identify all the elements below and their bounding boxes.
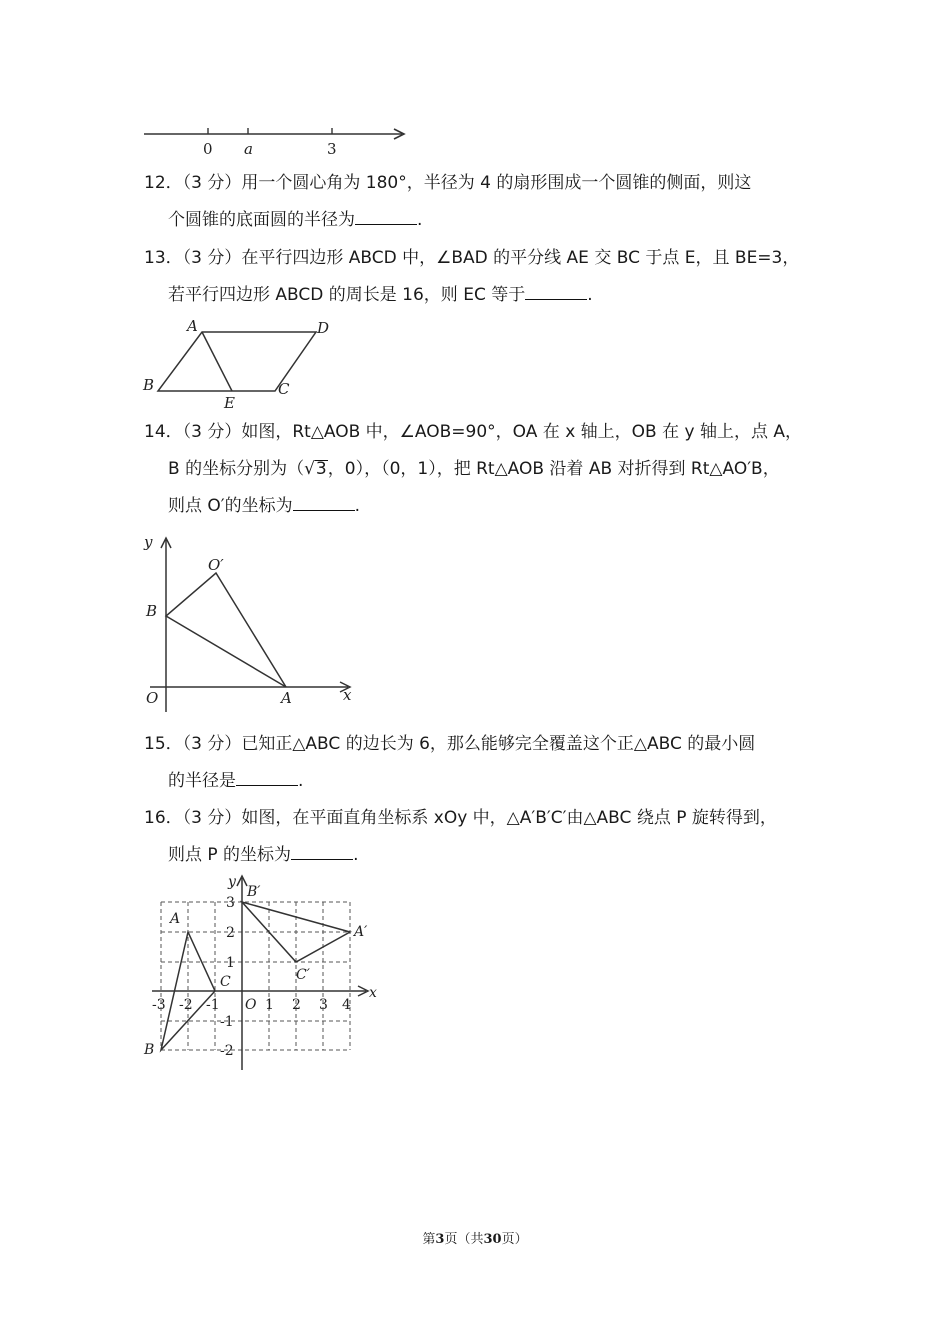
number-line-tick-a: a [244,140,253,158]
q16-ytick-2: 2 [226,925,235,941]
question-16 [144,800,814,874]
q12-end: . [417,210,423,230]
q15-answer-blank[interactable] [236,769,298,786]
q16-xtick--2: -2 [179,997,193,1013]
q12-line2: 个圆锥的底面圆的半径为 [168,210,355,230]
q13-label-B: B [143,376,155,394]
q14-end: . [354,496,361,516]
q12-line1: 12．（3 分）用一个圆心角为 180°，半径为 4 的扇形围成一个圆锥的侧面，则这 [144,173,752,193]
q16-label-Cprime: C′ [296,967,310,983]
q16-xtick--1: -1 [206,997,220,1013]
q16-xtick-3: 3 [319,997,328,1013]
q15-line2: 的半径是 [168,771,236,791]
q16-label-B: B [144,1042,155,1058]
q16-end: . [353,845,359,865]
q13-label-E: E [224,394,235,412]
number-line-figure [140,120,420,160]
q13-line1: 13．（3 分）在平行四边形 ABCD 中，∠BAD 的平分线 AE 交 BC 于点 E，且 BE=3， [144,248,800,268]
q16-label-Bprime: B′ [247,884,261,900]
number-line-tick-3: 3 [327,140,337,158]
question-15 [144,726,814,800]
q16-ytick-3: 3 [226,895,235,911]
q14-line3: 则点 O′的坐标为 [168,496,293,516]
q14-label-A: A [281,689,292,707]
q16-line2: 则点 P 的坐标为 [168,845,292,865]
q16-xtick--3: -3 [152,997,166,1013]
q16-answer-blank[interactable] [291,843,353,860]
question-12 [144,165,814,239]
question-14: 14．（3 分）如图，Rt△AOB 中，∠AOB=90°，OA 在 x 轴上，OB 在 y 轴上，点 A， B 的坐标分别为（√3，0），（0，1），把 Rt△AOB 沿着 AB 对折得到 Rt△AO′B， 则点 O′的坐标为 . [144,414,814,525]
footer-post: 页） [501,1232,528,1247]
q14-label-x: x [343,686,352,704]
q14-sqrt: 3 [315,459,327,479]
q15-end: . [298,771,304,791]
q14-line2-a: B 的坐标分别为（ [168,459,305,479]
q12-answer-blank[interactable] [355,208,417,225]
number-line-tick-0: 0 [203,140,213,158]
q14-line1: 14．（3 分）如图，Rt△AOB 中，∠AOB=90°，OA 在 x 轴上，OB 在 y 轴上，点 A， [144,422,803,442]
footer-page-number: 3 [435,1232,445,1247]
q14-label-B: B [146,602,158,620]
footer-total-pages: 30 [483,1232,502,1247]
q16-ytick--1: -1 [220,1014,234,1030]
q15-line1: 15．（3 分）已知正△ABC 的边长为 6，那么能够完全覆盖这个正△ABC 的最小圆 [144,734,756,754]
q13-label-C: C [278,380,290,398]
q13-end: . [587,285,593,305]
q16-xtick-1: 1 [265,997,274,1013]
q16-label-O: O [245,997,257,1013]
q16-xtick-2: 2 [292,997,301,1013]
q14-label-O: O [146,689,159,707]
q13-answer-blank[interactable] [525,283,587,300]
q14-answer-blank[interactable] [293,494,355,511]
q16-label-A: A [170,911,181,927]
q16-label-y: y [228,874,236,890]
page-footer [0,1228,950,1247]
q16-line1: 16．（3 分）如图，在平面直角坐标系 xOy 中，△A′B′C′由△ABC 绕点 P 旋转得到， [144,808,777,828]
q16-label-x: x [369,985,377,1001]
q16-xtick-4: 4 [342,997,351,1013]
footer-pre: 第 [422,1232,436,1247]
q14-label-y: y [144,533,153,551]
q13-line2: 若平行四边形 ABCD 的周长是 16，则 EC 等于 [168,285,526,305]
q14-label-Oprime: O′ [208,556,224,574]
q16-ytick--2: -2 [220,1043,234,1059]
q13-label-A: A [187,317,198,335]
q16-grid-figure [140,868,390,1078]
footer-mid: 页（共 [444,1232,484,1247]
q14-coordinate-figure [140,530,370,720]
q16-label-Aprime: A′ [354,924,368,940]
q14-line2-b: ，0），（0，1），把 Rt△AOB 沿着 AB 对折得到 Rt△AO′B， [327,459,780,479]
question-13 [144,240,814,314]
q13-label-D: D [317,319,330,337]
q16-ytick-1: 1 [226,955,235,971]
q13-parallelogram-figure [140,316,350,412]
q16-label-C: C [220,974,231,990]
